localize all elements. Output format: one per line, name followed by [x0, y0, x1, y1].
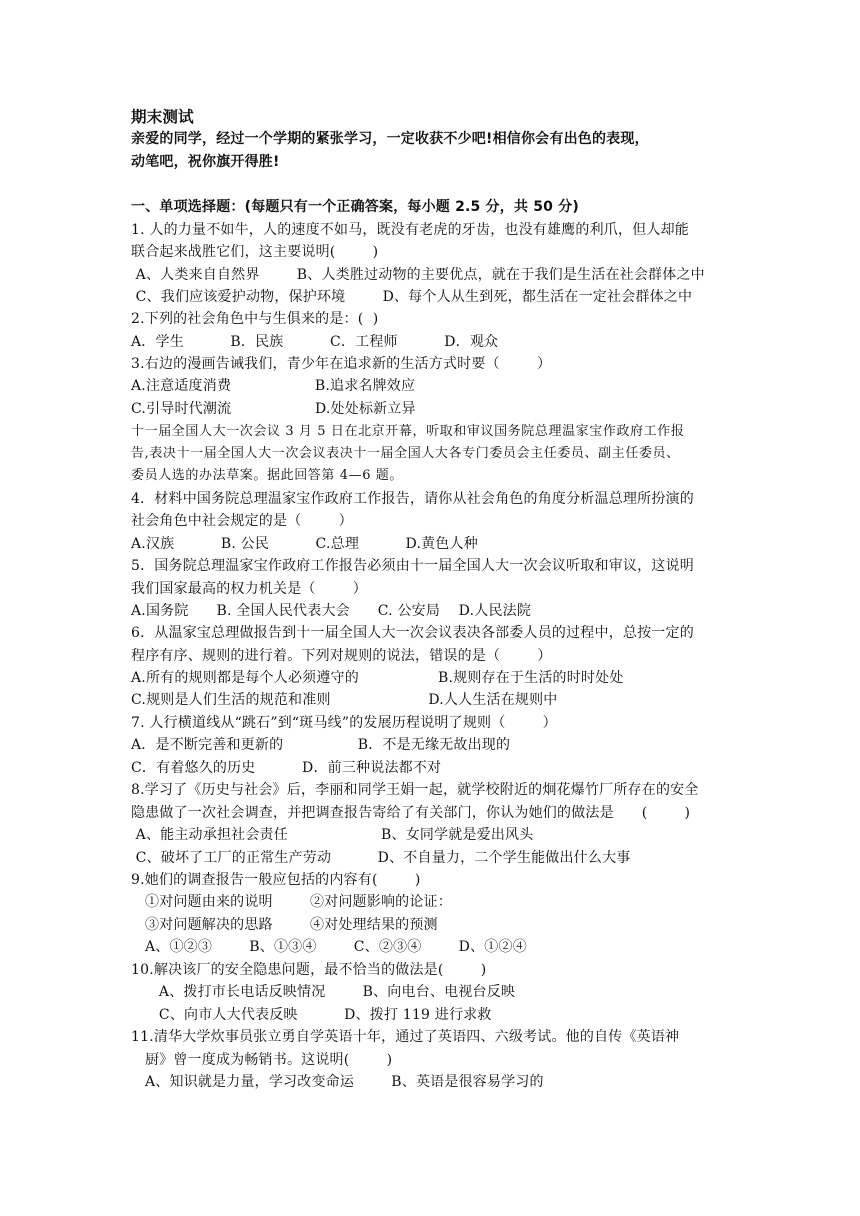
question-line: 隐患做了一次社会调查，并把调查报告寄给了有关部门，你认为她们的做法是 ( ) — [131, 805, 691, 821]
material-line: 委员人选的办法草案。据此回答第 4—6 题。 — [131, 468, 404, 483]
material-line: 告,表决十一届全国人大一次会议表决十一届全国人大各专门委员会主任委员、副主任委员、 — [131, 446, 680, 461]
question-line: 厨》曾一度成为畅销书。这说明( ) — [131, 1052, 393, 1068]
question-line: 10.解决该厂的安全隐患问题，最不恰当的做法是( ) — [131, 962, 487, 978]
option-line: A.汉族 B. 公民 C.总理 D.黄色人种 — [131, 536, 478, 552]
intro-line-1: 亲爱的同学，经过一个学期的紧张学习，一定收获不少吧!相信你会有出色的表现， — [131, 131, 649, 147]
option-line: A．是不断完善和更新的 B．不是无缘无故出现的 — [131, 737, 511, 753]
option-line: A.所有的规则都是每个人必须遵守的 B.规则存在于生活的时时处处 — [131, 670, 624, 686]
question-line: 联合起来战胜它们，这主要说明( ) — [131, 244, 379, 260]
option-line: A.国务院 B. 全国人民代表大会 C. 公安局 D.人民法院 — [131, 603, 532, 619]
option-line: C.引导时代潮流 D.处处标新立异 — [131, 401, 416, 417]
question-line: 2.下列的社会角色中与生俱来的是：( ) — [131, 311, 379, 327]
question-line: 程序有序、规则的进行着。下列对规则的说法，错误的是（ ） — [131, 648, 552, 664]
option-line: A.注意适度消费 B.追求名牌效应 — [131, 378, 416, 394]
option-line: ③对问题解决的思路 ④对处理结果的预测 — [131, 917, 438, 933]
option-line: ①对问题由来的说明 ②对问题影响的论证： — [131, 894, 452, 910]
intro-line-2: 动笔吧，祝你旗开得胜! — [131, 154, 280, 170]
question-line: 7. 人行横道线从“跳石”到“斑马线”的发展历程说明了规则（ ） — [131, 715, 557, 731]
option-line: A、①②③ B、①③④ C、②③④ D、①②④ — [131, 939, 527, 955]
page-title: 期末测试 — [131, 107, 194, 126]
option-line: C、向市人大代表反映 D、拨打 119 进行求救 — [131, 1007, 492, 1023]
question-line: 社会角色中社会规定的是（ ） — [131, 513, 353, 529]
question-line: 1. 人的力量不如牛，人的速度不如马，既没有老虎的牙齿，也没有雄鹰的利爪，但人却能 — [131, 222, 690, 238]
question-line: 8.学习了《历史与社会》后，李丽和同学王娟一起，就学校附近的炯花爆竹厂所存在的安全 — [131, 782, 699, 798]
question-line: 5．国务院总理温家宝作政府工作报告必须由十一届全国人大一次会议听取和审议，这说明 — [131, 558, 694, 574]
material-line: 十一届全国人大一次会议 3 月 5 日在北京开幕，听取和审议国务院总理温家宝作政府工作报 — [131, 424, 685, 439]
question-line: 6．从温家宝总理做报告到十一届全国人大一次会议表决各部委人员的过程中，总按一定的 — [131, 625, 694, 641]
option-line: A、能主动承担社会责任 B、女同学就是爱出风头 — [131, 827, 534, 843]
question-line: 4．材料中国务院总理温家宝作政府工作报告，请你从社会角色的角度分析温总理所扮演的 — [131, 491, 694, 507]
section-heading: 一、单项选择题：(每题只有一个正确答案，每小题 2.5 分，共 50 分) — [131, 199, 579, 215]
option-line: C.规则是人们生活的规范和准则 D.人人生活在规则中 — [131, 692, 558, 708]
option-line: A、知识就是力量，学习改变命运 B、英语是很容易学习的 — [131, 1074, 544, 1090]
option-line: C、我们应该爱护动物，保护环境 D、每个人从生到死，都生活在一定社会群体之中 — [131, 289, 693, 305]
question-line: 3.右边的漫画告诫我们，青少年在追求新的生活方式时要（ ） — [131, 356, 552, 372]
option-line: C．有着悠久的历史 D．前三种说法都不对 — [131, 760, 442, 776]
option-line: A．学生 B．民族 C．工程师 D．观众 — [131, 334, 499, 350]
question-line: 我们国家最高的权力机关是（ ） — [131, 581, 368, 597]
question-line: 9.她们的调查报告一般应包括的内容有( ) — [131, 872, 421, 888]
question-line: 11.清华大学炊事员张立勇自学英语十年，通过了英语四、六级考试。他的自传《英语神 — [131, 1029, 680, 1045]
option-line: A、拨打市长电话反映情况 B、向电台、电视台反映 — [131, 984, 516, 1000]
option-line: A、人类来自自然界 B、人类胜过动物的主要优点，就在于我们是生活在社会群体之中 — [131, 267, 705, 283]
option-line: C、破坏了工厂的正常生产劳动 D、不自量力，二个学生能做出什么大事 — [131, 850, 631, 866]
